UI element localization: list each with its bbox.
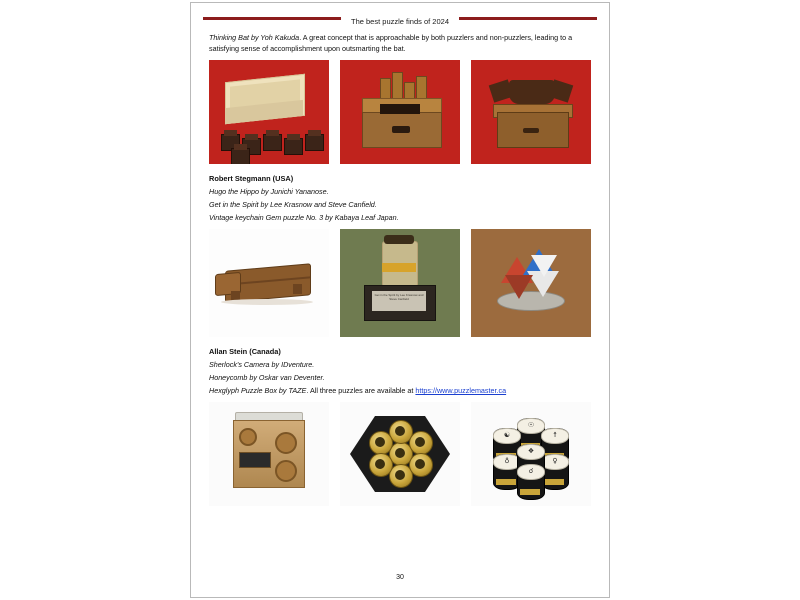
photo-row-stein	[209, 402, 591, 506]
intro-paragraph	[209, 33, 591, 54]
photo-row-stegmann	[209, 229, 591, 337]
section-line-get-in-the-spirit: Get in the Spirit by Lee Krasnow and Steve Canfield.	[209, 200, 377, 209]
section-line-honeycomb: Honeycomb by Oskar van Deventer.	[209, 373, 325, 382]
document-page	[190, 2, 610, 598]
photo-hugo-the-hippo-wooden-puzzle	[209, 229, 329, 337]
photo-cream-box-with-six-dark-blocks-on-red	[209, 60, 329, 164]
intro-body: . A great concept that is approachable by both puzzlers and non-puzzlers, leading to a satisfying sense of accomplishment upon outsmarting the bat.	[209, 33, 573, 53]
photo-hexglyph-puzzle-box-cylinders: ☉ ☯ ☨ ♁ ♀ ❖ ☌	[471, 402, 591, 506]
photo-row-thinking-bat	[209, 60, 591, 164]
jar-plate-text: Get in the Spirit by Lee Krasnow and Steve Canfield	[374, 293, 424, 301]
photo-wooden-box-with-pegs-on-red	[340, 60, 460, 164]
hexglyph-italic-part: Hexglyph Puzzle Box by TAZE	[209, 386, 307, 395]
page-header	[203, 11, 597, 27]
intro-title: Thinking Bat by Yoh Kakuda	[209, 33, 300, 42]
page-number: 30	[396, 574, 404, 581]
photo-get-in-the-spirit-jar-trophy	[340, 229, 460, 337]
section-heading-allan-stein: Allan Stein (Canada)	[209, 347, 281, 356]
photo-gem-keychain-icosahedron-on-coin	[471, 229, 591, 337]
section-line-vintage-keychain-gem: Vintage keychain Gem puzzle No. 3 by Kabaya Leaf Japan.	[209, 213, 399, 222]
puzzlemaster-link[interactable]: https://www.puzzlemaster.ca	[415, 386, 507, 395]
hexglyph-roman-part: . All three puzzles are available at	[306, 386, 416, 395]
section-line-hexglyph	[209, 386, 591, 396]
header-title: The best puzzle finds of 2024	[341, 15, 459, 29]
section-line-hugo-the-hippo: Hugo the Hippo by Junichi Yananose.	[209, 187, 329, 196]
photo-honeycomb-hexagonal-tray-puzzle	[340, 402, 460, 506]
photo-sherlocks-camera-wooden-box	[209, 402, 329, 506]
photo-bat-topped-wooden-box-on-red	[471, 60, 591, 164]
section-heading-robert-stegmann: Robert Stegmann (USA)	[209, 174, 294, 183]
section-line-sherlocks-camera: Sherlock's Camera by IDventure.	[209, 360, 315, 369]
